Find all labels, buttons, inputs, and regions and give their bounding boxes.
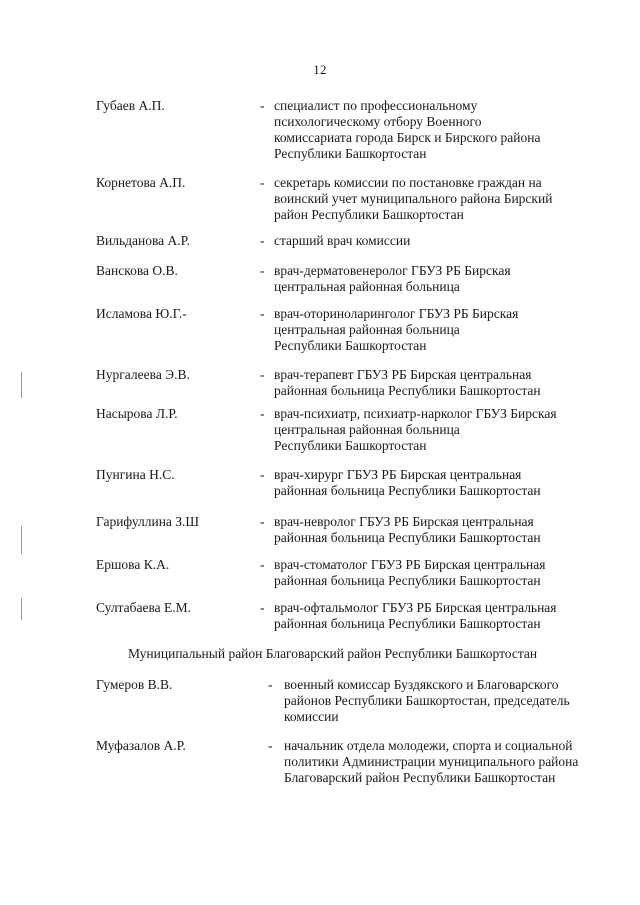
person-name: Гарифуллина З.Ш (96, 514, 200, 529)
person-name: Корнетова А.П. (96, 175, 186, 190)
person-position: врач-дерматовенеролог ГБУЗ РБ Бирская центральная районная больница (274, 263, 511, 294)
person-position: врач-хирург ГБУЗ РБ Бирская центральная районная больница Республики Башкортостан (274, 467, 541, 498)
person-position: врач-терапевт ГБУЗ РБ Бирская центральная районная больница Республики Башкортостан (274, 367, 541, 398)
person-name: Насырова Л.Р. (96, 406, 178, 421)
scan-artifact (21, 526, 22, 554)
separator-dash: - (260, 306, 265, 321)
section-heading: Муниципальный район Благоварский район Республики Башкортостан (128, 646, 538, 661)
separator-dash: - (260, 367, 265, 382)
person-name: Губаев А.П. (96, 98, 165, 113)
person-position: врач-психиатр, психиатр-нарколог ГБУЗ Бирская центральная районная больница Республики Башкортостан (274, 406, 557, 453)
person-position: врач-оториноларинголог ГБУЗ РБ Бирская центральная районная больница Республики Башкортостан (274, 306, 519, 353)
separator-dash: - (268, 677, 273, 692)
person-name: Ершова К.А. (96, 557, 170, 572)
person-position: секретарь комиссии по постановке граждан на воинский учет муниципального района Бирский район Республики Башкортостан (274, 175, 553, 222)
person-name: Исламова Ю.Г.- (96, 306, 187, 321)
separator-dash: - (260, 467, 265, 482)
person-position: врач-офтальмолог ГБУЗ РБ Бирская центральная районная больница Республики Башкортостан (274, 600, 557, 631)
person-name: Пунгина Н.С. (96, 467, 175, 482)
person-name: Нургалеева Э.В. (96, 367, 190, 382)
person-name: Гумеров В.В. (96, 677, 173, 692)
separator-dash: - (260, 175, 265, 190)
person-name: Султабаева Е.М. (96, 600, 192, 615)
scan-artifact (21, 598, 22, 620)
separator-dash: - (268, 738, 273, 753)
separator-dash: - (260, 406, 265, 421)
scan-artifact (21, 372, 22, 398)
page-number: 12 (313, 62, 327, 77)
separator-dash: - (260, 557, 265, 572)
person-position: военный комиссар Буздякского и Благоварского районов Республики Башкортостан, председатель комиссии (284, 677, 570, 724)
separator-dash: - (260, 600, 265, 615)
person-position: старший врач комиссии (274, 233, 411, 248)
person-position: начальник отдела молодежи, спорта и социальной политики Администрации муниципального района Благоварский район Республики Башкортостан (284, 738, 579, 785)
person-position: специалист по профессиональному психологическому отбору Военного комиссариата города Бирск и Бирского района Республики Башкортостан (274, 98, 541, 161)
separator-dash: - (260, 263, 265, 278)
separator-dash: - (260, 514, 265, 529)
separator-dash: - (260, 233, 265, 248)
person-position: врач-стоматолог ГБУЗ РБ Бирская центральная районная больница Республики Башкортостан (274, 557, 546, 588)
person-position: врач-невролог ГБУЗ РБ Бирская центральная районная больница Республики Башкортостан (274, 514, 541, 545)
person-name: Ванскова О.В. (96, 263, 178, 278)
separator-dash: - (260, 98, 265, 113)
person-name: Муфазалов А.Р. (96, 738, 186, 753)
person-name: Вильданова А.Р. (96, 233, 190, 248)
